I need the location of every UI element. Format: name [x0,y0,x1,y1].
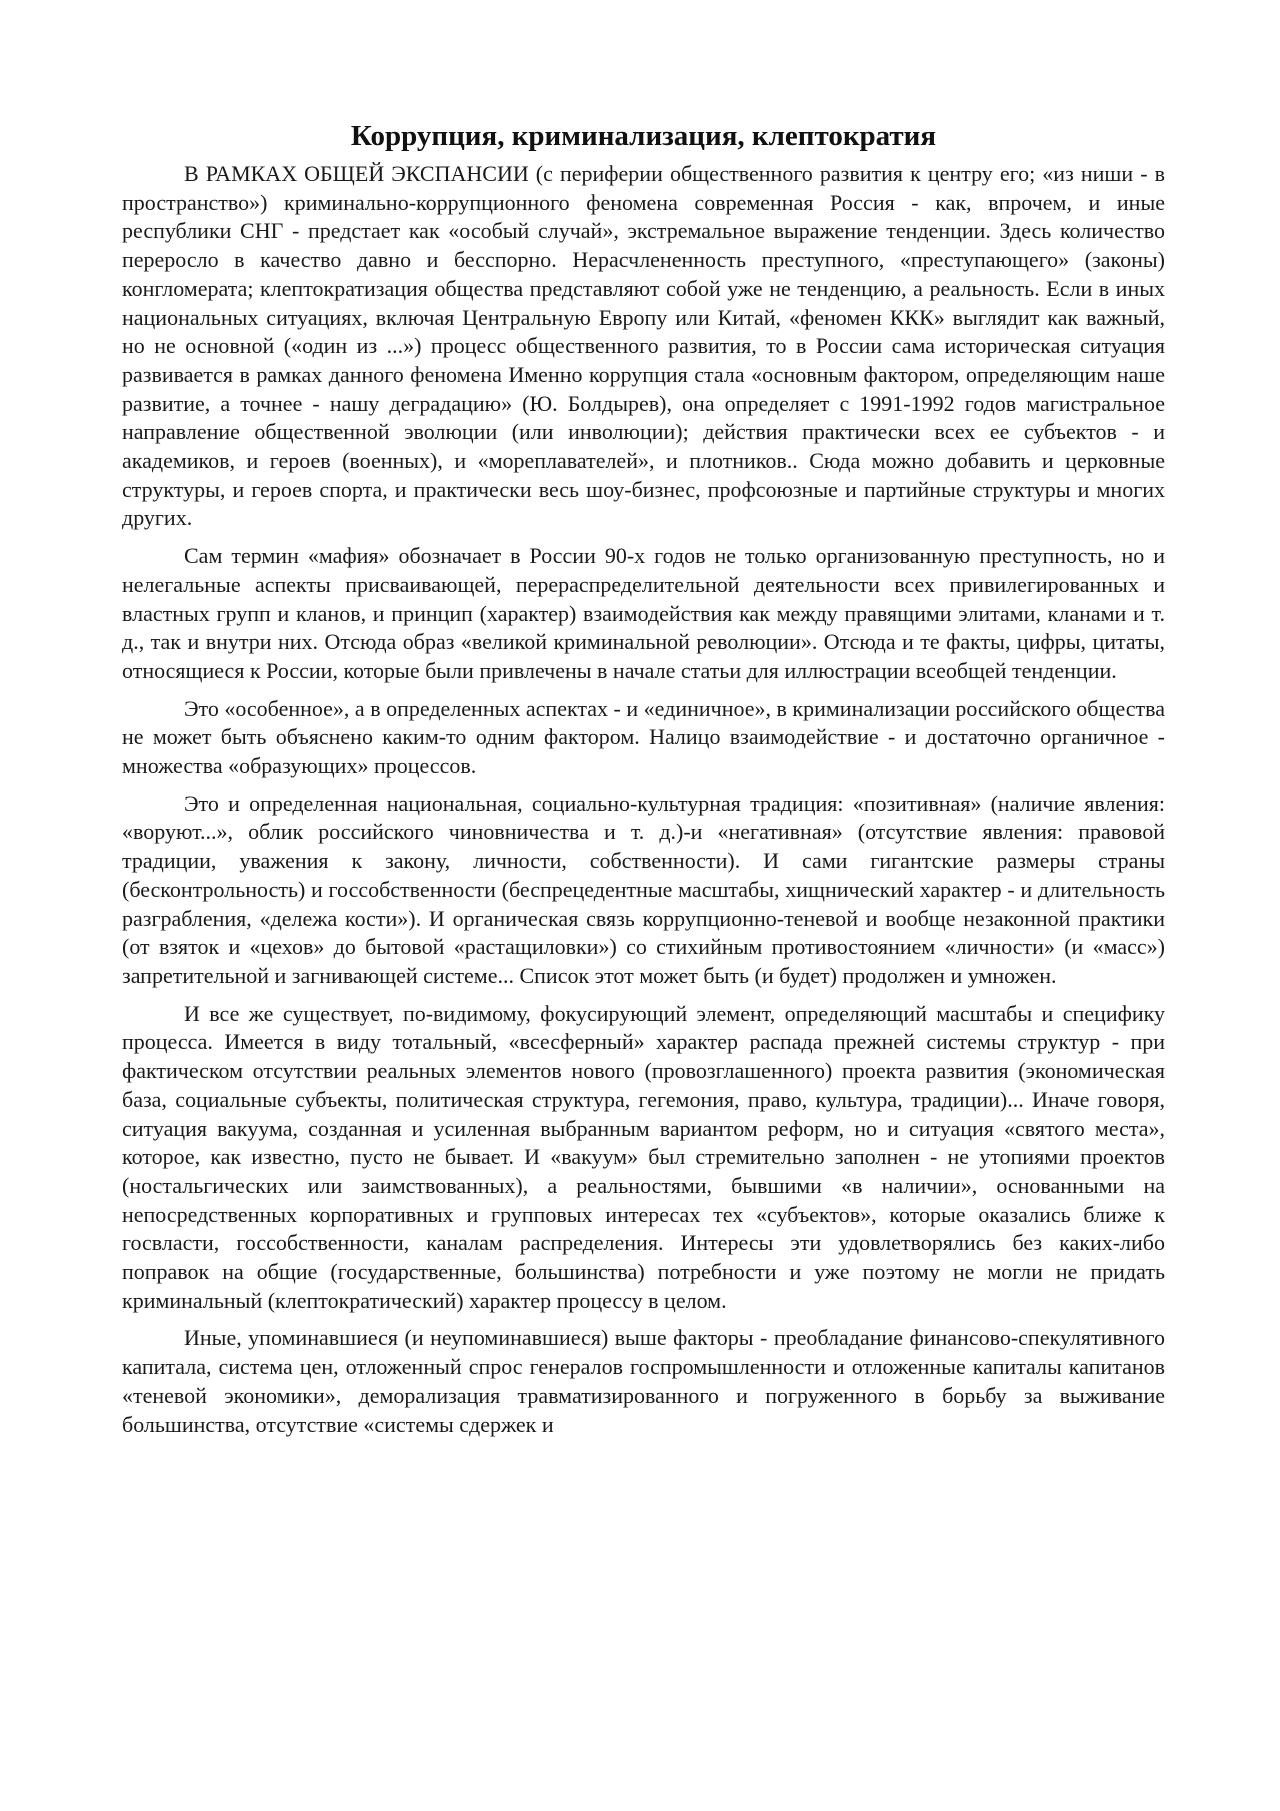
paragraph-5: И все же существует, по-видимому, фокусирующий элемент, определяющий масштабы и специфику процесса. Имеется в виду тотальный, «всесферный» характер распада прежней системы структур - при фактическом отсутствии реальных элементов нового (провозглашенного) проекта развития (экономическая база, социальные субъекты, политическая структура, гегемония, право, культура, традиции)... Иначе говоря, ситуация вакуума, созданная и усиленная выбранным вариантом реформ, но и ситуация «святого места», которое, как известно, пусто не бывает. И «вакуум» был стремительно заполнен - не утопиями проектов (ностальгических или заимствованных), а реальностями, бывшими «в наличии», основанными на непосредственных корпоративных и групповых интересах тех «субъектов», которые оказались ближе к госвласти, госсобственности, каналам распределения. Интересы эти удовлетворялись без каких-либо поправок на общие (государственные, большинства) потребности и уже поэтому не могли не придать криминальный (клептократический) характер процессу в целом. [122,1000,1165,1313]
paragraph-3: Это «особенное», а в определенных аспектах - и «единичное», в криминализации российского общества не может быть объяснено каким-то одним фактором. Налицо взаимодействие - и достаточно органичное - множества «образующих» процессов. [122,695,1165,779]
document-page [122,118,1165,1448]
paragraph-2: Сам термин «мафия» обозначает в России 90-х годов не только организованную преступность, но и нелегальные аспекты присваивающей, перераспределительной деятельности всех привилегированных и властных групп и кланов, и принцип (характер) взаимодействия как между правящими элитами, кланами и т. д., так и внутри них. Отсюда образ «великой криминальной революции». Отсюда и те факты, цифры, цитаты, относящиеся к России, которые были привлечены в начале статьи для иллюстрации всеобщей тенденции. [122,543,1165,683]
paragraph-4: Это и определенная национальная, социально-культурная традиция: «позитивная» (наличие явления: «воруют...», облик российского чиновничества и т. д.)-и «негативная» (отсутствие явления: правовой традиции, уважения к закону, личности, собственности). И сами гигантские размеры страны (бесконтрольность) и госсобственности (беспрецедентные масштабы, хищнический характер - и длительность разграбления, «дележа кости»). И органическая связь коррупционно-теневой и вообще незаконной практики (от взяток и «цехов» до бытовой «растащиловки») со стихийным противостоянием «личности» (и «масс») запретительной и загнивающей системе... Список этот может быть (и будет) продолжен и умножен. [122,790,1165,988]
document-title: Коррупция, криминализация, клептократия [350,120,937,152]
paragraph-1: В РАМКАХ ОБЩЕЙ ЭКСПАНСИИ (с периферии общественного развития к центру его; «из ниши - в пространство») криминально-коррупционного феномена современная Россия - как, впрочем, и иные республики СНГ - предстает как «особый случай», экстремальное выражение тенденции. Здесь количество переросло в качество давно и бесспорно. Нерасчлененность преступного, «преступающего» (законы) конгломерата; клептократизация общества представляют собой уже не тенденцию, а реальность. Если в иных национальных ситуациях, включая Центральную Европу или Китай, «феномен ККК» выглядит как важный, но не основной («один из ...») процесс общественного развития, то в России сама историческая ситуация развивается в рамках данного феномена Именно коррупция стала «основным фактором, определяющим наше развитие, а точнее - нашу деградацию» (Ю. Болдырев), она определяет с 1991-1992 годов магистральное направление общественной эволюции (или инволюции); действия практически всех ее субъектов - и академиков, и героев (военных), и «мореплавателей», и плотников.. Сюда можно добавить и церковные структуры, и героев спорта, и практически весь шоу-бизнес, профсоюзные и партийные структуры и многих других. [122,161,1165,531]
paragraph-6: Иные, упоминавшиеся (и неупоминавшиеся) выше факторы - преобладание финансово-спекулятивного капитала, система цен, отложенный спрос генералов госпромышленности и отложенные капиталы капитанов «теневой экономики», деморализация травматизированного и погруженного в борьбу за выживание большинства, отсутствие «системы сдержек и [122,1325,1165,1437]
